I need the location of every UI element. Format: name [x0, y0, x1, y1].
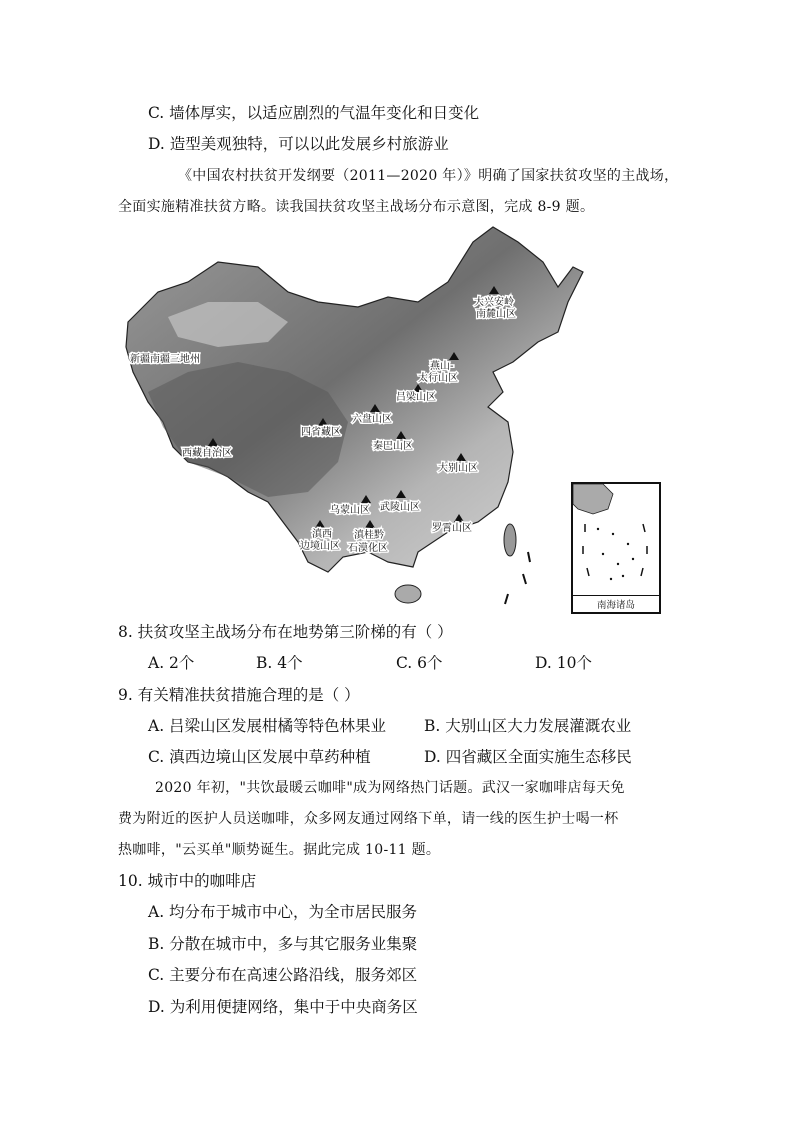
hainan-island: [395, 585, 421, 603]
q7-option-c: C. 墙体厚实，以适应剧烈的气温年变化和日变化: [148, 104, 480, 122]
q8-option-a: A. 2个: [148, 654, 195, 672]
q10-stem: 10. 城市中的咖啡店: [118, 872, 257, 890]
q9-stem: 9. 有关精准扶贫措施合理的是（ ）: [118, 686, 360, 704]
passage2-line3: 热咖啡，"云买单"顺势诞生。据此完成 10-11 题。: [118, 842, 441, 858]
label-dabie: 大别山区: [438, 463, 478, 474]
q8-stem: 8. 扶贫攻坚主战场分布在地势第三阶梯的有（ ）: [118, 623, 453, 641]
label-bianjing: 边境山区: [300, 541, 340, 552]
label-yanshan: 燕山-: [430, 361, 454, 372]
marker-xinjiang: [130, 352, 200, 365]
label-luoxiao: 罗霄山区: [432, 523, 472, 534]
label-daxinganling: 大兴安岭: [474, 297, 514, 308]
label-taihang: 太行山区: [418, 373, 458, 384]
label-qinba: 秦巴山区: [373, 441, 413, 452]
q9-option-a: A. 吕梁山区发展柑橘等特色林果业: [148, 717, 387, 735]
q8-option-b: B. 4个: [256, 654, 303, 672]
label-sisheng: 四省藏区: [301, 427, 341, 438]
china-relief-map: [118, 222, 588, 610]
inset-label: 南海诸岛: [573, 595, 659, 612]
label-shimohua: 石漠化区: [348, 543, 388, 554]
label-wumeng: 乌蒙山区: [330, 505, 370, 516]
q9-option-d: D. 四省藏区全面实施生态移民: [424, 748, 632, 766]
label-nanlu: 南麓山区: [476, 309, 516, 320]
passage2-line2: 费为附近的医护人员送咖啡，众多网友通过网络下单，请一线的医生护士喝一杯: [118, 811, 619, 827]
taiwan-island: [504, 524, 516, 556]
q8-option-c: C. 6个: [396, 654, 443, 672]
boundary-dashes: [505, 552, 530, 604]
q7-option-d: D. 造型美观独特，可以以此发展乡村旅游业: [148, 135, 449, 153]
label-dianxi: 滇西: [312, 529, 332, 540]
label-dianguiqian: 滇桂黔: [354, 530, 384, 541]
label-lvliang: 吕梁山区: [396, 392, 436, 403]
inset-map: [573, 484, 659, 594]
q8-option-d: D. 10个: [535, 654, 592, 672]
passage1-line2: 全面实施精准扶贫方略。读我国扶贫攻坚主战场分布示意图，完成 8-9 题。: [118, 199, 595, 215]
poverty-map: [118, 222, 588, 610]
q9-option-c: C. 滇西边境山区发展中草药种植: [148, 748, 371, 766]
label-wuling: 武陵山区: [380, 502, 420, 513]
label-liupan: 六盘山区: [352, 414, 392, 425]
q10-option-b: B. 分散在城市中，多与其它服务业集聚: [148, 935, 418, 953]
passage1-line1: 《中国农村扶贫开发纲要（2011—2020 年）》明确了国家扶贫攻坚的主战场，: [178, 168, 679, 184]
label-xinjiang: 新疆南疆三地州: [130, 354, 200, 365]
passage2-line1: 2020 年初，"共饮最暖云咖啡"成为网络热门话题。武汉一家咖啡店每天免: [155, 780, 625, 796]
q10-option-a: A. 均分布于城市中心，为全市居民服务: [148, 903, 418, 921]
label-xizang: 西藏自治区: [182, 448, 232, 459]
q10-option-d: D. 为利用便捷网络，集中于中央商务区: [148, 998, 418, 1016]
q9-option-b: B. 大别山区大力发展灌溉农业: [424, 717, 632, 735]
q10-option-c: C. 主要分布在高速公路沿线，服务郊区: [148, 966, 418, 984]
south-china-sea-inset: [571, 482, 661, 614]
